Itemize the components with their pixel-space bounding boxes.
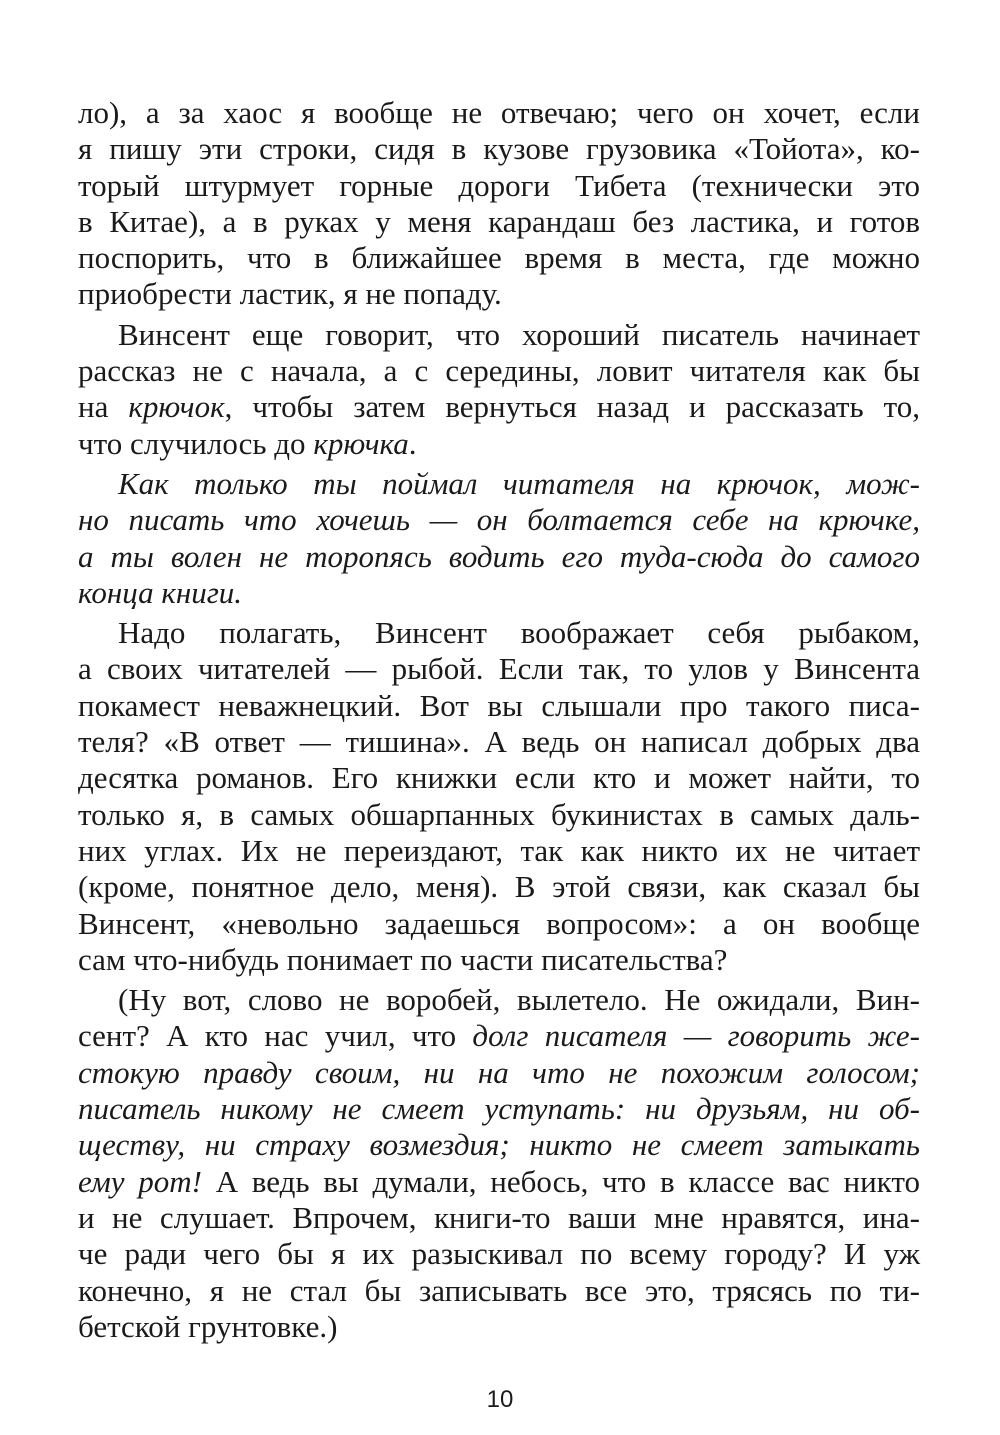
text-line: конца книги. xyxy=(78,574,243,610)
text-fragment: на xyxy=(78,389,129,425)
text-fragment: А ведь вы думали, небось, что в классе вас никто xyxy=(201,1163,920,1199)
text-line: писатель никому не смеет уступать: ни друзьям, ни об- xyxy=(78,1091,920,1127)
page-body-text xyxy=(78,95,920,1345)
text-fragment: . xyxy=(408,425,417,461)
text-line xyxy=(78,1164,920,1200)
text-line: торый штурмует горные дороги Тибета (технически это xyxy=(78,167,920,203)
text-line: ло), а за хаос я вообще не отвечаю; чего он хочет, если xyxy=(78,95,920,130)
paragraph-1 xyxy=(78,95,920,313)
text-line xyxy=(78,426,920,462)
paragraph-3-italic-quote xyxy=(78,466,920,611)
text-line: ществу, ни страху возмездия; никто не смеет затыкать xyxy=(78,1127,920,1163)
text-line: поспорить, что в ближайшее время в места, где можно xyxy=(78,240,920,276)
text-line: че ради чего бы я их разыскивал по всему городу? И уж xyxy=(78,1236,920,1272)
text-line: рассказ не с начала, а с середины, ловит читателя как бы xyxy=(78,353,920,389)
text-line: покамест неважнецкий. Вот вы слышали про такого писа- xyxy=(78,687,920,723)
text-fragment: что случилось до xyxy=(78,425,314,461)
page-number: 10 xyxy=(486,1386,514,1413)
text-line: но писать что хочешь — он болтается себе на крючке, xyxy=(78,502,920,538)
text-line: Винсент еще говорит, что хороший писатель начинает xyxy=(118,316,920,352)
text-line: (Ну вот, слово не воробей, вылетело. Не ожидали, Вин- xyxy=(118,982,920,1018)
text-line: я пишу эти строки, сидя в кузове грузовика «Тойота», ко- xyxy=(78,131,920,167)
text-fragment: сент? А кто нас учил, что xyxy=(78,1018,473,1054)
text-line: сам что-нибудь понимает по части писательства? xyxy=(78,941,728,977)
text-line: а своих читателей — рыбой. Если так, то улов у Винсента xyxy=(78,651,920,687)
text-line: и не слушает. Впрочем, книги-то ваши мне нравятся, ина- xyxy=(78,1199,920,1235)
paragraph-2 xyxy=(78,317,920,462)
text-line: конечно, я не стал бы записывать все это, трясясь по ти- xyxy=(78,1272,920,1308)
text-line xyxy=(78,389,920,425)
text-line: в Китае), а в руках у меня карандаш без ластика, и готов xyxy=(78,203,920,239)
italic-fragment: ему рот! xyxy=(78,1163,202,1199)
text-line: теля? «В ответ — тишина». А ведь он написал добрых два xyxy=(78,724,920,760)
paragraph-5 xyxy=(78,982,920,1345)
text-line: только я, в самых обшарпанных букинистах в самых даль- xyxy=(78,796,920,832)
text-line: (кроме, понятное дело, меня). В этой связи, как сказал бы xyxy=(78,869,920,905)
text-line: десятка романов. Его книжки если кто и может найти, то xyxy=(78,760,920,796)
italic-fragment: крючок xyxy=(128,389,225,425)
text-line: бетской грунтовке.) xyxy=(78,1308,338,1344)
text-line: Винсент, «невольно задаешься вопросом»: а он вообще xyxy=(78,905,920,941)
text-line: Как только ты поймал читателя на крючок, мож- xyxy=(118,465,920,501)
text-line: а ты волен не торопясь водить его туда-сюда до самого xyxy=(78,538,920,574)
text-fragment: , чтобы затем вернуться назад и рассказать то, xyxy=(224,389,920,425)
text-line: них углах. Их не переиздают, так как никто их не читает xyxy=(78,832,920,868)
italic-fragment: крючка xyxy=(313,425,409,461)
text-line: стокую правду своим, ни на что не похожим голосом; xyxy=(78,1054,920,1090)
text-line xyxy=(78,1018,920,1054)
italic-fragment: долг писателя — говорить же- xyxy=(472,1018,920,1054)
paragraph-4 xyxy=(78,615,920,978)
text-line: приобрести ластик, я не попаду. xyxy=(78,276,502,312)
text-line: Надо полагать, Винсент воображает себя рыбаком, xyxy=(118,615,920,651)
